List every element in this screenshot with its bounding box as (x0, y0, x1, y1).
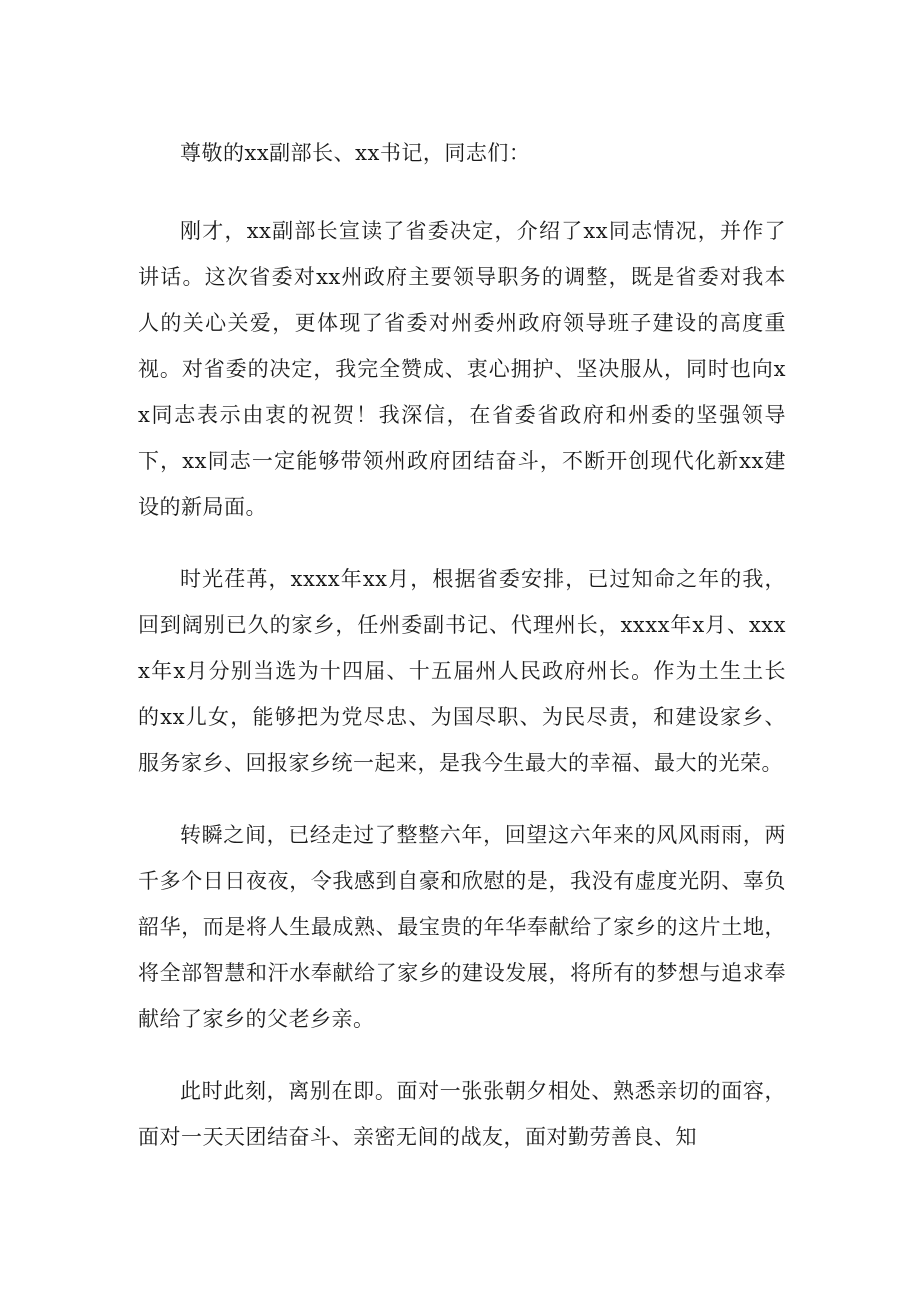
document-body (138, 130, 786, 1186)
paragraph-3: 转瞬之间，已经走过了整整六年，回望这六年来的风风雨雨，两千多个日日夜夜，令我感到自豪和欣慰的是，我没有虚度光阴、辜负韶华，而是将人生最成熟、最宝贵的年华奉献给了家乡的这片土地，将全部智慧和汗水奉献给了家乡的建设发展，将所有的梦想与追求奉献给了家乡的父老乡亲。 (138, 823, 786, 1031)
salutation: 尊敬的xx副部长、xx书记，同志们： (180, 141, 531, 165)
paragraph-1: 刚才，xx副部长宣读了省委决定，介绍了xx同志情况，并作了讲话。这次省委对xx州政府主要领导职务的调整，既是省委对我本人的关心关爱，更体现了省委对州委州政府领导班子建设的高度重视。对省委的决定，我完全赞成、衷心拥护、坚决服从，同时也向xx同志表示由衷的祝贺！我深信，在省委省政府和州委的坚强领导下，xx同志一定能够带领州政府团结奋斗，不断开创现代化新xx建设的新局面。 (138, 219, 786, 519)
paragraph-2: 时光荏苒，xxxx年xx月，根据省委安排，已过知命之年的我，回到阔别已久的家乡，任州委副书记、代理州长，xxxx年x月、xxxx年x月分别当选为十四届、十五届州人民政府州长。作为土生土长的xx儿女，能够把为党尽忠、为国尽职、为民尽责，和建设家乡、服务家乡、回报家乡统一起来，是我今生最大的幸福、最大的光荣。 (138, 567, 786, 775)
paragraph-4: 此时此刻，离别在即。面对一张张朝夕相处、熟悉亲切的面容，面对一天天团结奋斗、亲密无间的战友，面对勤劳善良、知 (138, 1079, 786, 1149)
